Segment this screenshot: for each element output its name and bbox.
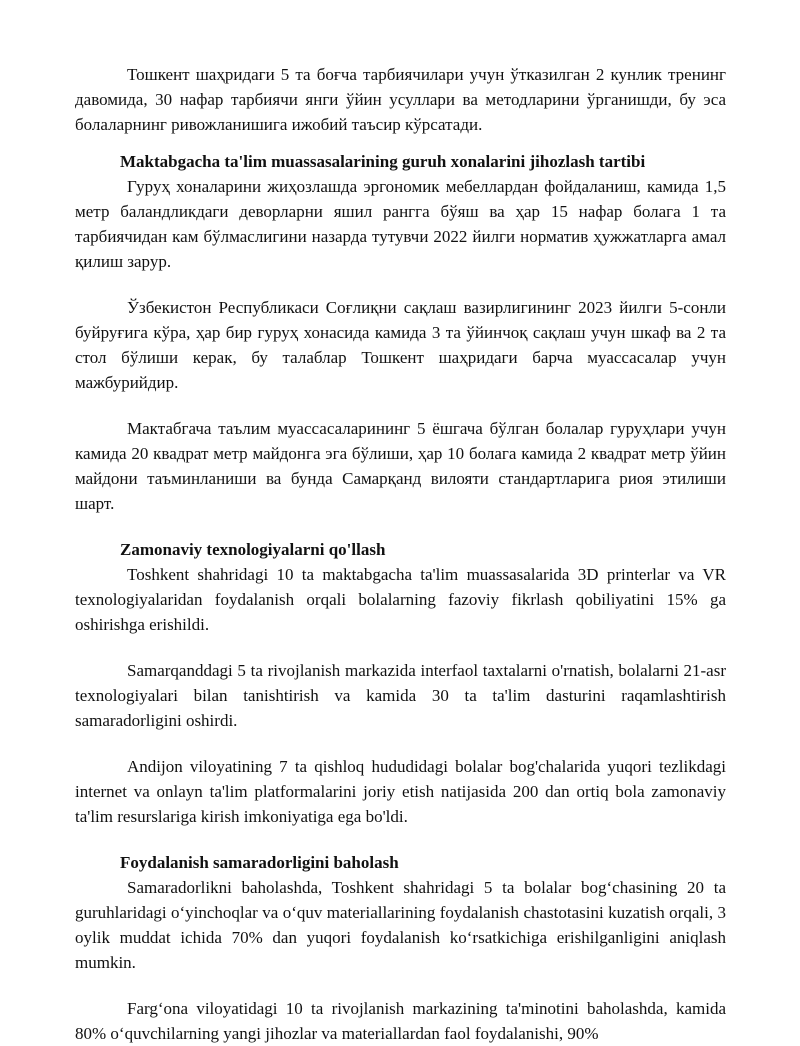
- document-page: [75, 62, 726, 1046]
- paragraph-fergana-evaluation: Farg‘ona viloyatidagi 10 ta rivojlanish markazining ta'minotini baholashda, kamida 80% o‘quvchilarning yangi jihozlar va materiallardan faol foydalanishi, 90%: [75, 999, 726, 1043]
- heading-efficiency-evaluation: Foydalanish samaradorligini baholash: [120, 853, 399, 872]
- paragraph-ministry-order: Ўзбекистон Республикаси Соғлиқни сақлаш вазирлигининг 2023 йилги 5-сонли буйруғига кўра, ҳар бир гуруҳ хонасида камида 3 та ўйинчоқ сақлаш учун шкаф ва 2 та стол бўлиши керак, бу талаблар Тошкент шаҳридаги барча муассасалар учун мажбурийдир.: [75, 298, 726, 392]
- paragraph-area-standards: Мактабгача таълим муассасаларининг 5 ёшгача бўлган болалар гуруҳлари учун камида 20 квадрат метр майдонга эга бўлиши, ҳар 10 болага камида 2 квадрат метр ўйин майдони таъминланиши ва бунда Самарқанд вилояти стандартларига риоя этилиши шарт.: [75, 419, 726, 513]
- paragraph-3d-vr: Toshkent shahridagi 10 ta maktabgacha ta'lim muassasalarida 3D printerlar va VR texnologiyalaridan foydalanish orqali bolalarning fazoviy fikrlash qobiliyatini 15% ga oshirishga erishildi.: [75, 565, 726, 634]
- paragraph-interactive-boards: Samarqanddagi 5 ta rivojlanish markazida interfaol taxtalarni o'rnatish, bolalarni 21-asr texnologiyalari bilan tanishtirish va kamida 30 ta ta'lim dasturini raqamlashtirish samaradorligini oshirdi.: [75, 661, 726, 730]
- paragraph-internet-platforms: Andijon viloyatining 7 ta qishloq hududidagi bolalar bog'chalarida yuqori tezlikdagi internet va onlayn ta'lim platformalarini joriy etish natijasida 200 dan ortiq bola zamonaviy ta'lim resurslariga kirish imkoniyatiga ega bo'ldi.: [75, 757, 726, 826]
- paragraph-room-equipment: Гуруҳ хоналарини жиҳозлашда эргономик мебеллардан фойдаланиш, камида 1,5 метр баландликдаги деворларни яшил рангга бўяш ва ҳар 15 нафар болага 1 та тарбиячидан кам бўлмаслигини назарда тутувчи 2022 йилги норматив ҳужжатларга амал қилиш зарур.: [75, 177, 726, 271]
- paragraph-training: Тошкент шаҳридаги 5 та боғча тарбиячилари учун ўтказилган 2 кунлик тренинг давомида, 30 нафар тарбиячи янги ўйин усуллари ва методларини ўрганишди, бу эса болаларнинг ривожланишига ижобий таъсир кўрсатади.: [75, 65, 726, 134]
- heading-group-rooms: Maktabgacha ta'lim muassasalarining guruh xonalarini jihozlash tartibi: [120, 152, 646, 171]
- paragraph-usage-frequency: Samaradorlikni baholashda, Toshkent shahridagi 5 ta bolalar bog‘chasining 20 ta guruhlaridagi o‘yinchoqlar va o‘quv materiallarining foydalanish chastotasini kuzatish orqali, 3 oylik muddat ichida 70% dan yuqori foydalanish ko‘rsatkichiga erishilganligini aniqlash mumkin.: [75, 878, 726, 972]
- heading-modern-technologies: Zamonaviy texnologiyalarni qo'llash: [120, 540, 386, 559]
